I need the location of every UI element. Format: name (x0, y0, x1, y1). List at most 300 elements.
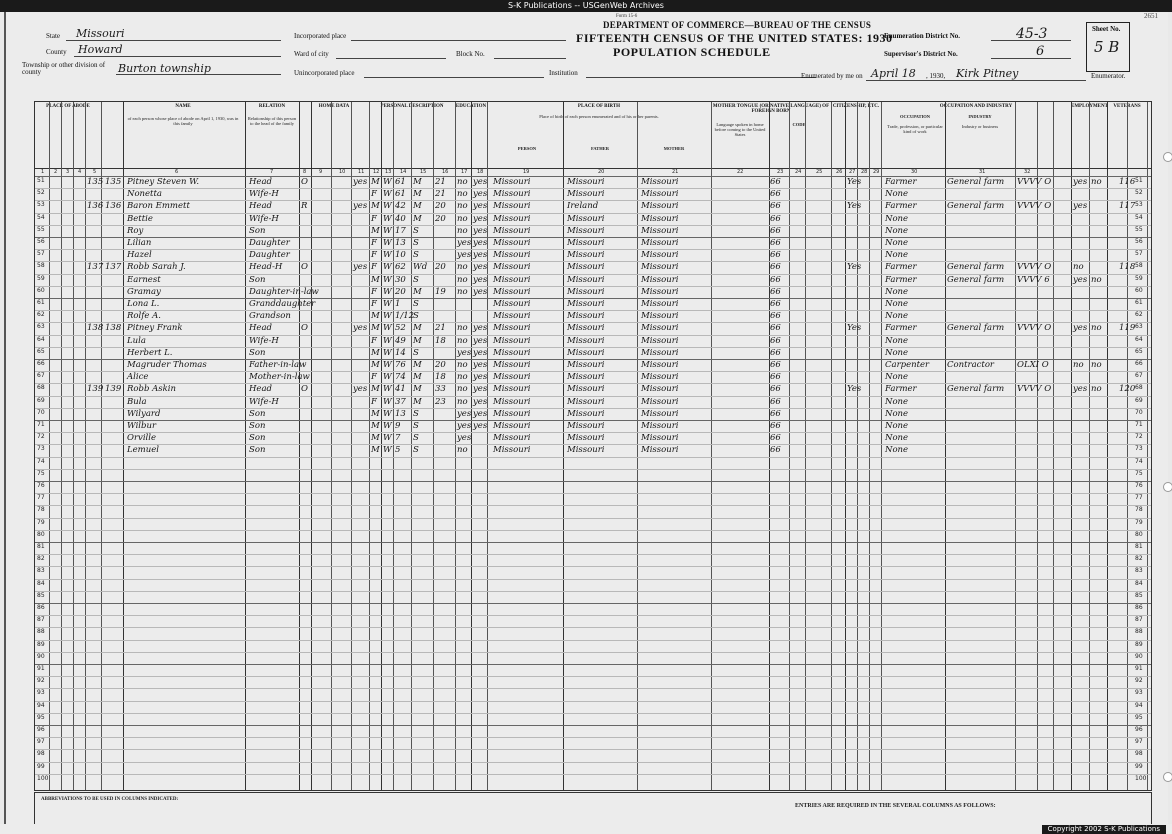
birthplace-father: Missouri (567, 347, 605, 358)
column-header-row (35, 102, 1151, 169)
class-code: VVVV 6 (1017, 274, 1050, 285)
line-number: 63 (37, 323, 45, 331)
relation: Son (249, 433, 266, 444)
birthplace-father: Missouri (567, 396, 605, 407)
birthplace-mother: Missouri (641, 189, 679, 200)
attended-school: yes (457, 347, 472, 358)
birthplace-mother: Missouri (641, 238, 679, 248)
column-divider (1015, 102, 1016, 790)
column-divider (1107, 102, 1108, 790)
birth-code: 66 (770, 299, 781, 309)
race: W (383, 323, 392, 334)
person-name: Bettie (127, 213, 153, 224)
birthplace-person: Missouri (493, 250, 531, 261)
column-divider (1089, 102, 1090, 790)
radio-set: yes (353, 262, 368, 273)
race: W (383, 250, 392, 261)
sex: M (371, 408, 380, 419)
line-number: 73 (37, 445, 45, 453)
line-number: 97 (37, 738, 45, 746)
line-number: 66 (37, 360, 45, 367)
age: 61 (395, 189, 406, 200)
person-name: Roy (127, 225, 144, 236)
birthplace-mother: Missouri (641, 262, 679, 273)
punch-hole (1163, 482, 1172, 492)
line-number-right: 96 (1135, 726, 1143, 733)
sex: F (371, 299, 377, 309)
line-number: 80 (37, 530, 45, 538)
column-number: 28 (861, 169, 868, 175)
line-number: 88 (37, 628, 45, 636)
column-number: 27 (849, 169, 856, 175)
occupation: None (885, 421, 909, 431)
column-divider (1053, 102, 1054, 790)
sheet-label: Sheet No. (1092, 25, 1121, 33)
attended-school: no (457, 177, 468, 187)
row-divider (35, 615, 1151, 616)
birthplace-mother: Missouri (641, 408, 679, 419)
line-number-right: 82 (1135, 555, 1143, 563)
person-name: Lilian (127, 238, 152, 248)
radio-set: yes (353, 323, 368, 334)
line-number-right: 70 (1135, 408, 1143, 416)
sex: M (371, 421, 380, 431)
age: 62 (395, 262, 406, 273)
line-number: 90 (37, 652, 45, 660)
dwelling-number: 136 (87, 201, 104, 212)
relation: Father-in-law (249, 360, 307, 370)
column-divider (393, 102, 394, 790)
can-read-write: yes (473, 347, 488, 358)
column-number: 24 (795, 169, 802, 175)
column-divider (1147, 102, 1148, 790)
age-at-marriage: 19 (435, 286, 446, 297)
line-number: 51 (37, 177, 45, 184)
relation: Son (249, 408, 266, 419)
line-number-right: 97 (1135, 738, 1143, 746)
column-number: 4 (78, 169, 82, 175)
veteran: no (1091, 274, 1102, 285)
enumeration-district-value: 45-3 (1016, 26, 1048, 42)
age-at-marriage: 33 (435, 384, 446, 395)
schedule-title: POPULATION SCHEDULE (613, 45, 771, 59)
birthplace-father: Missouri (567, 274, 605, 285)
age: 49 (395, 335, 406, 346)
line-number-right: 62 (1135, 311, 1143, 319)
incorporated-place-label: Incorporated place (294, 32, 347, 40)
column-divider (381, 102, 382, 790)
attended-school: no (457, 213, 468, 224)
column-number: 22 (737, 169, 744, 175)
sex: M (371, 445, 380, 456)
relation: Head (249, 177, 272, 187)
column-divider (331, 102, 332, 790)
can-read-write: yes (473, 189, 488, 200)
column-divider (311, 102, 312, 790)
line-number-right: 57 (1135, 250, 1143, 258)
person-name: Lemuel (127, 445, 159, 456)
bottom-margin (0, 824, 1172, 834)
column-number: 13 (385, 169, 392, 175)
birthplace-person: Missouri (493, 408, 531, 419)
can-read-write: yes (473, 213, 488, 224)
can-read-write: yes (473, 408, 488, 419)
birthplace-father: Missouri (567, 177, 605, 187)
birth-code: 66 (770, 421, 781, 431)
industry: General farm (947, 384, 1005, 395)
can-read-write: yes (473, 250, 488, 261)
sex: F (371, 335, 377, 346)
section-mother-tongue: MOTHER TONGUE (OR NATIVE LANGUAGE) OF FOREIGN BORN (712, 104, 830, 114)
age: 17 (395, 225, 406, 236)
age: 20 (395, 286, 406, 297)
age: 13 (395, 408, 406, 419)
occupation: None (885, 250, 909, 261)
race: W (383, 286, 392, 297)
radio-set: yes (353, 384, 368, 395)
line-number-right: 94 (1135, 701, 1143, 709)
occupation-col-head: OCCUPATION (899, 114, 931, 119)
industry-description: Industry or business (961, 124, 999, 129)
birthplace-father: Missouri (567, 360, 605, 370)
relation: Granddaughter (249, 299, 316, 309)
enumerator-label: Enumerator. (1091, 72, 1126, 80)
section-relation: RELATION (258, 104, 286, 109)
age-at-marriage: 20 (435, 262, 446, 273)
occupation: None (885, 433, 909, 444)
birthplace-person: Missouri (493, 323, 531, 334)
birth-code: 66 (770, 360, 781, 370)
attended-school: yes (457, 250, 472, 261)
column-number: 3 (66, 169, 70, 175)
line-number: 59 (37, 274, 45, 282)
institution-label: Institution (549, 69, 578, 77)
birthplace-person: Missouri (493, 286, 531, 297)
column-divider (411, 102, 412, 790)
line-number: 65 (37, 347, 45, 355)
language-description: Language spoken in home before coming to the United States (714, 122, 766, 137)
column-divider (73, 102, 74, 790)
enumerated-label: Enumerated by me on (801, 72, 863, 80)
column-number: 23 (777, 169, 784, 175)
employed: yes (1073, 201, 1088, 212)
home-owned: R (301, 201, 308, 212)
person-name: Alice (127, 372, 149, 383)
age: 74 (395, 372, 406, 383)
column-number: 19 (523, 169, 530, 175)
birthplace-father: Missouri (567, 445, 605, 456)
birthplace-father: Missouri (567, 189, 605, 200)
birth-code: 66 (770, 286, 781, 297)
family-number: 138 (105, 323, 122, 334)
occupation: None (885, 213, 909, 224)
birthplace-person: Missouri (493, 189, 531, 200)
line-number-right: 67 (1135, 372, 1143, 380)
employed: no (1073, 360, 1084, 370)
line-number: 83 (37, 567, 45, 575)
relation-description: Relationship of this person to the head of the family (247, 116, 297, 126)
relation: Head-H (249, 262, 283, 273)
class-code: VVVV O (1017, 384, 1052, 395)
line-number-right: 53 (1135, 201, 1143, 209)
sex: M (371, 384, 380, 395)
race: W (383, 299, 392, 309)
line-number-right: 93 (1135, 689, 1143, 697)
race: W (383, 445, 392, 456)
population-schedule-grid (34, 101, 1152, 791)
attended-school: yes (457, 408, 472, 419)
farm-schedule: 117 (1119, 201, 1136, 212)
attended-school: no (457, 323, 468, 334)
age: 14 (395, 347, 406, 358)
birthplace-person: Missouri (493, 396, 531, 407)
line-number-right: 71 (1135, 421, 1143, 428)
line-number-right: 83 (1135, 567, 1143, 575)
line-number-right: 95 (1135, 713, 1143, 721)
race: W (383, 262, 392, 273)
can-read-write: yes (473, 335, 488, 346)
relation: Mother-in-law (249, 372, 310, 383)
age: 9 (395, 421, 401, 431)
row-divider (35, 542, 1151, 543)
birthplace-person: Missouri (493, 311, 531, 322)
line-number: 72 (37, 433, 45, 441)
age: 42 (395, 201, 406, 212)
line-number-right: 51 (1135, 177, 1143, 184)
employed: no (1073, 262, 1084, 273)
can-read-write: yes (473, 323, 488, 334)
father-col-head: FATHER (590, 146, 610, 151)
family-number: 136 (105, 201, 122, 212)
birthplace-father: Missouri (567, 299, 605, 309)
race: W (383, 213, 392, 224)
line-number: 76 (37, 482, 45, 489)
relation: Daughter (249, 250, 290, 261)
column-number: 18 (477, 169, 484, 175)
attended-school: yes (457, 238, 472, 248)
line-number-right: 65 (1135, 347, 1143, 355)
column-number: 16 (442, 169, 449, 175)
occupation: None (885, 347, 909, 358)
birth-code: 66 (770, 189, 781, 200)
row-divider (35, 774, 1151, 775)
enumerator-name: Kirk Pitney (956, 67, 1019, 80)
class-code: VVVV O (1017, 262, 1052, 273)
age: 13 (395, 238, 406, 248)
line-number: 67 (37, 372, 45, 380)
line-number-right: 84 (1135, 579, 1143, 587)
column-divider (49, 102, 50, 790)
birthplace-father: Missouri (567, 250, 605, 261)
column-divider (563, 102, 564, 790)
column-divider (881, 102, 882, 790)
column-number: 30 (911, 169, 918, 175)
row-divider (35, 640, 1151, 641)
township-value: Burton township (118, 62, 211, 75)
occupation: None (885, 396, 909, 407)
marital-status: S (413, 445, 419, 456)
birthplace-person: Missouri (493, 384, 531, 395)
industry: General farm (947, 323, 1005, 334)
occupation: Farmer (885, 262, 917, 273)
attended-school: no (457, 201, 468, 212)
industry: General farm (947, 262, 1005, 273)
column-divider (869, 102, 870, 790)
can-read-write: yes (473, 177, 488, 187)
line-number: 60 (37, 286, 45, 294)
line-number-right: 90 (1135, 652, 1143, 660)
line-number: 89 (37, 640, 45, 648)
person-name: Robb Sarah J. (127, 262, 186, 273)
can-read-write: yes (473, 396, 488, 407)
column-number: 9 (319, 169, 323, 175)
line-number: 78 (37, 506, 45, 514)
age-at-marriage: 21 (435, 189, 446, 200)
column-number: 7 (270, 169, 274, 175)
column-divider (123, 102, 124, 790)
line-number-right: 69 (1135, 396, 1143, 404)
line-number: 99 (37, 762, 45, 770)
line-number: 58 (37, 262, 45, 270)
age: 40 (395, 213, 406, 224)
employed: yes (1073, 384, 1088, 395)
line-number: 70 (37, 408, 45, 416)
line-number-right: 98 (1135, 750, 1143, 758)
line-number-right: 52 (1135, 189, 1143, 197)
column-number: 8 (303, 169, 307, 175)
sex: F (371, 213, 377, 224)
birthplace-mother: Missouri (641, 274, 679, 285)
can-read-write: yes (473, 372, 488, 383)
person-name: Hazel (127, 250, 152, 261)
marital-status: Wd (413, 262, 428, 273)
line-number: 93 (37, 689, 45, 697)
column-number: 20 (598, 169, 605, 175)
unincorporated-label: Unincorporated place (294, 69, 355, 77)
line-number-right: 100 (1135, 774, 1147, 782)
farm-schedule: 118 (1119, 262, 1136, 273)
column-number: 29 (873, 169, 880, 175)
section-employment: EMPLOYMENT (1071, 104, 1108, 109)
line-number-right: 80 (1135, 530, 1143, 538)
radio-set: yes (353, 177, 368, 187)
column-number: 14 (400, 169, 407, 175)
home-owned: O (301, 323, 308, 334)
row-divider (35, 554, 1151, 555)
line-number-right: 55 (1135, 225, 1143, 233)
birthplace-mother: Missouri (641, 433, 679, 444)
occupation: None (885, 225, 909, 236)
line-number: 61 (37, 299, 45, 306)
row-divider (35, 481, 1151, 482)
attended-school: yes (457, 433, 472, 444)
sex: M (371, 433, 380, 444)
column-divider (245, 102, 246, 790)
marital-status: S (413, 274, 419, 285)
line-number-right: 59 (1135, 274, 1143, 282)
marital-status: S (413, 238, 419, 248)
veteran: no (1091, 384, 1102, 395)
race: W (383, 201, 392, 212)
birthplace-father: Missouri (567, 238, 605, 248)
occupation: None (885, 189, 909, 200)
sex: M (371, 360, 380, 370)
person-name: Lona L. (127, 299, 160, 309)
row-divider (35, 579, 1151, 580)
birthplace-father: Missouri (567, 384, 605, 395)
birthplace-person: Missouri (493, 347, 531, 358)
can-read-write: yes (473, 274, 488, 285)
line-number: 86 (37, 604, 45, 611)
family-number: 135 (105, 177, 122, 187)
veteran: no (1091, 323, 1102, 334)
class-code: VVVV O (1017, 323, 1052, 334)
birthplace-person: Missouri (493, 445, 531, 456)
census-title: FIFTEENTH CENSUS OF THE UNITED STATES: 1930 (576, 31, 893, 45)
family-number: 137 (105, 262, 122, 273)
county-value: Howard (78, 43, 123, 56)
column-divider (61, 102, 62, 790)
veteran-citizenship: Yes (847, 177, 862, 187)
birthplace-mother: Missouri (641, 299, 679, 309)
column-number: 26 (836, 169, 843, 175)
birthplace-person: Missouri (493, 299, 531, 309)
age-at-marriage: 20 (435, 360, 446, 370)
line-number: 54 (37, 213, 45, 221)
can-read-write: yes (473, 238, 488, 248)
race: W (383, 238, 392, 248)
person-name: Pitney Frank (127, 323, 183, 334)
column-number: 15 (420, 169, 427, 175)
marital-status: M (413, 213, 422, 224)
marital-status: M (413, 286, 422, 297)
relation: Son (249, 421, 266, 431)
occupation: Farmer (885, 323, 917, 334)
row-divider (35, 627, 1151, 628)
column-number: 6 (175, 169, 179, 175)
farm-schedule: 119 (1119, 323, 1136, 334)
person-name: Baron Emmett (127, 201, 190, 212)
birthplace-person: Missouri (493, 225, 531, 236)
occupation: Farmer (885, 177, 917, 187)
birth-code: 66 (770, 311, 781, 322)
veteran: no (1091, 177, 1102, 187)
census-sheet (4, 12, 1168, 824)
race: W (383, 384, 392, 395)
sex: F (371, 286, 377, 297)
home-owned: O (301, 384, 308, 395)
line-number-right: 91 (1135, 665, 1143, 672)
column-divider (85, 102, 86, 790)
block-label: Block No. (456, 50, 485, 58)
form-number: Form 15-6 (616, 14, 638, 19)
occupation: None (885, 408, 909, 419)
column-divider (369, 102, 370, 790)
race: W (383, 360, 392, 370)
column-number: 32 (1024, 169, 1031, 175)
row-divider (35, 749, 1151, 750)
attended-school: no (457, 372, 468, 383)
punch-hole (1163, 772, 1172, 782)
attended-school: no (457, 384, 468, 395)
person-name: Wilyard (127, 408, 161, 419)
line-number: 100 (37, 774, 49, 782)
age-at-marriage: 20 (435, 213, 446, 224)
line-number-right: 56 (1135, 238, 1143, 245)
birthplace-mother: Missouri (641, 201, 679, 212)
marital-status: M (413, 177, 422, 187)
row-divider (35, 713, 1151, 714)
